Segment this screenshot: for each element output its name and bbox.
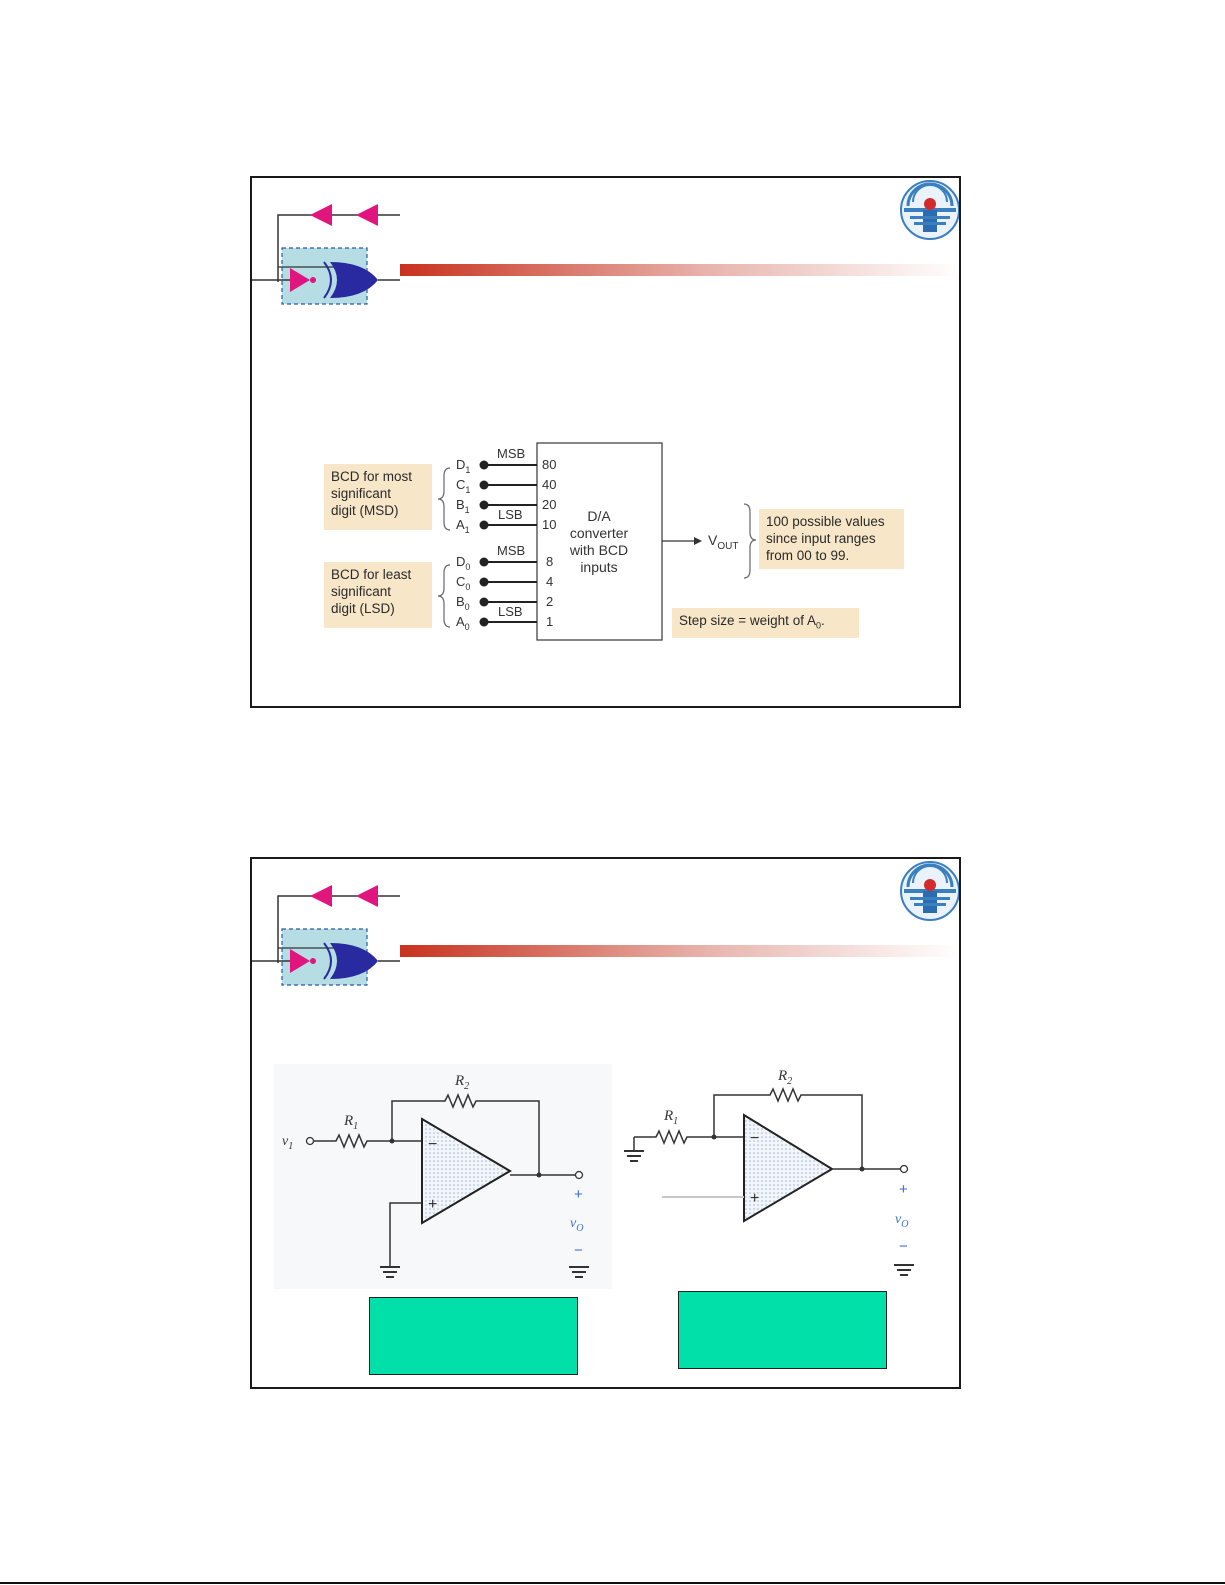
input-B1-label: $B_1$ [456,497,470,515]
header-logic-decoration [252,885,400,985]
msd-note: BCD for most significant digit (MSD) [324,464,432,530]
dac-label-line-3: with BCD [569,542,629,558]
xor-gate-icon [330,262,378,298]
output-vo-label: $v_O$ [895,1212,909,1230]
lsd-brace [438,565,450,627]
output-vo-label: $v_O$ [570,1216,584,1234]
weight-2: 2 [546,594,554,609]
output-terminal [576,1172,583,1179]
buffer-gate-icon [356,885,378,907]
slide-bcd-dac [250,176,961,708]
r2-label: $R_2$ [455,1073,470,1092]
msd-lsb-label: LSB [498,507,523,522]
dac-label-line-1: D/A [587,508,611,524]
page-bottom-rule [0,1582,1225,1584]
output-plus-sign: + [574,1186,583,1203]
r2-label: $R_2$ [778,1068,793,1087]
weight-4: 4 [546,574,554,589]
step-size-note: Step size = weight of $A_0$. [672,608,859,638]
input-v1-label: $v_1$ [282,1134,294,1152]
dac-label-line-2: converter [569,525,629,541]
input-D0-label: $D_0$ [456,554,471,572]
right-callout-box [678,1291,887,1369]
noninverting-amplifier-circuit [624,1068,914,1275]
noninverting-input-sign: + [750,1190,760,1207]
input-A0-label: $A_0$ [456,614,470,632]
msd-msb-label: MSB [497,446,526,461]
output-plus-sign: + [899,1181,908,1198]
weight-8: 8 [546,554,554,569]
university-logo-icon [901,181,959,239]
input-C1-label: $C_1$ [456,477,471,495]
weight-20: 20 [542,497,557,512]
input-terminal [307,1138,314,1145]
output-ground-icon [894,1265,914,1275]
input-D1-label: $D_1$ [456,457,471,475]
input-C0-label: $C_0$ [456,574,471,592]
inverting-amplifier-circuit [274,1064,612,1289]
msd-brace [438,468,450,530]
lsd-lsb-label: LSB [498,604,523,619]
input-B0-label: $B_0$ [456,594,470,612]
noninverting-input-sign: + [428,1196,438,1213]
resistor-r1 [634,1131,744,1143]
weight-80: 80 [542,457,557,472]
vout-label: $V_{OUT}$ [708,532,739,552]
lsd-note: BCD for least significant digit (LSD) [324,562,432,628]
output-minus-sign: − [574,1242,583,1259]
r1-label: $R_1$ [344,1113,359,1132]
weight-40: 40 [542,477,557,492]
university-logo-icon [901,862,959,920]
title-banner-bar [400,264,960,276]
r1-label: $R_1$ [664,1108,679,1127]
dac-label-line-4: inputs [580,559,618,575]
values-brace [744,504,756,578]
buffer-gate-icon [310,885,332,907]
left-callout-box [369,1297,578,1375]
inverting-input-sign: − [428,1136,438,1153]
slide-op-amps [250,857,961,1389]
r1-ground-icon [624,1137,644,1161]
xor-gate-icon [330,943,378,979]
output-arrow-icon [694,537,702,545]
weight-1: 1 [546,614,554,629]
lsd-msb-label: MSB [497,543,526,558]
output-minus-sign: − [899,1238,908,1255]
output-terminal [901,1166,908,1173]
inverting-input-sign: − [750,1130,760,1147]
title-banner-bar [400,945,960,957]
weight-10: 10 [542,517,557,532]
header-logic-decoration [252,204,400,304]
lsd-input-group [438,543,553,632]
input-A1-label: $A_1$ [456,517,470,535]
values-note: 100 possible values since input ranges from 00 to 99. [759,509,904,569]
buffer-gate-icon [310,204,332,226]
buffer-gate-icon [356,204,378,226]
